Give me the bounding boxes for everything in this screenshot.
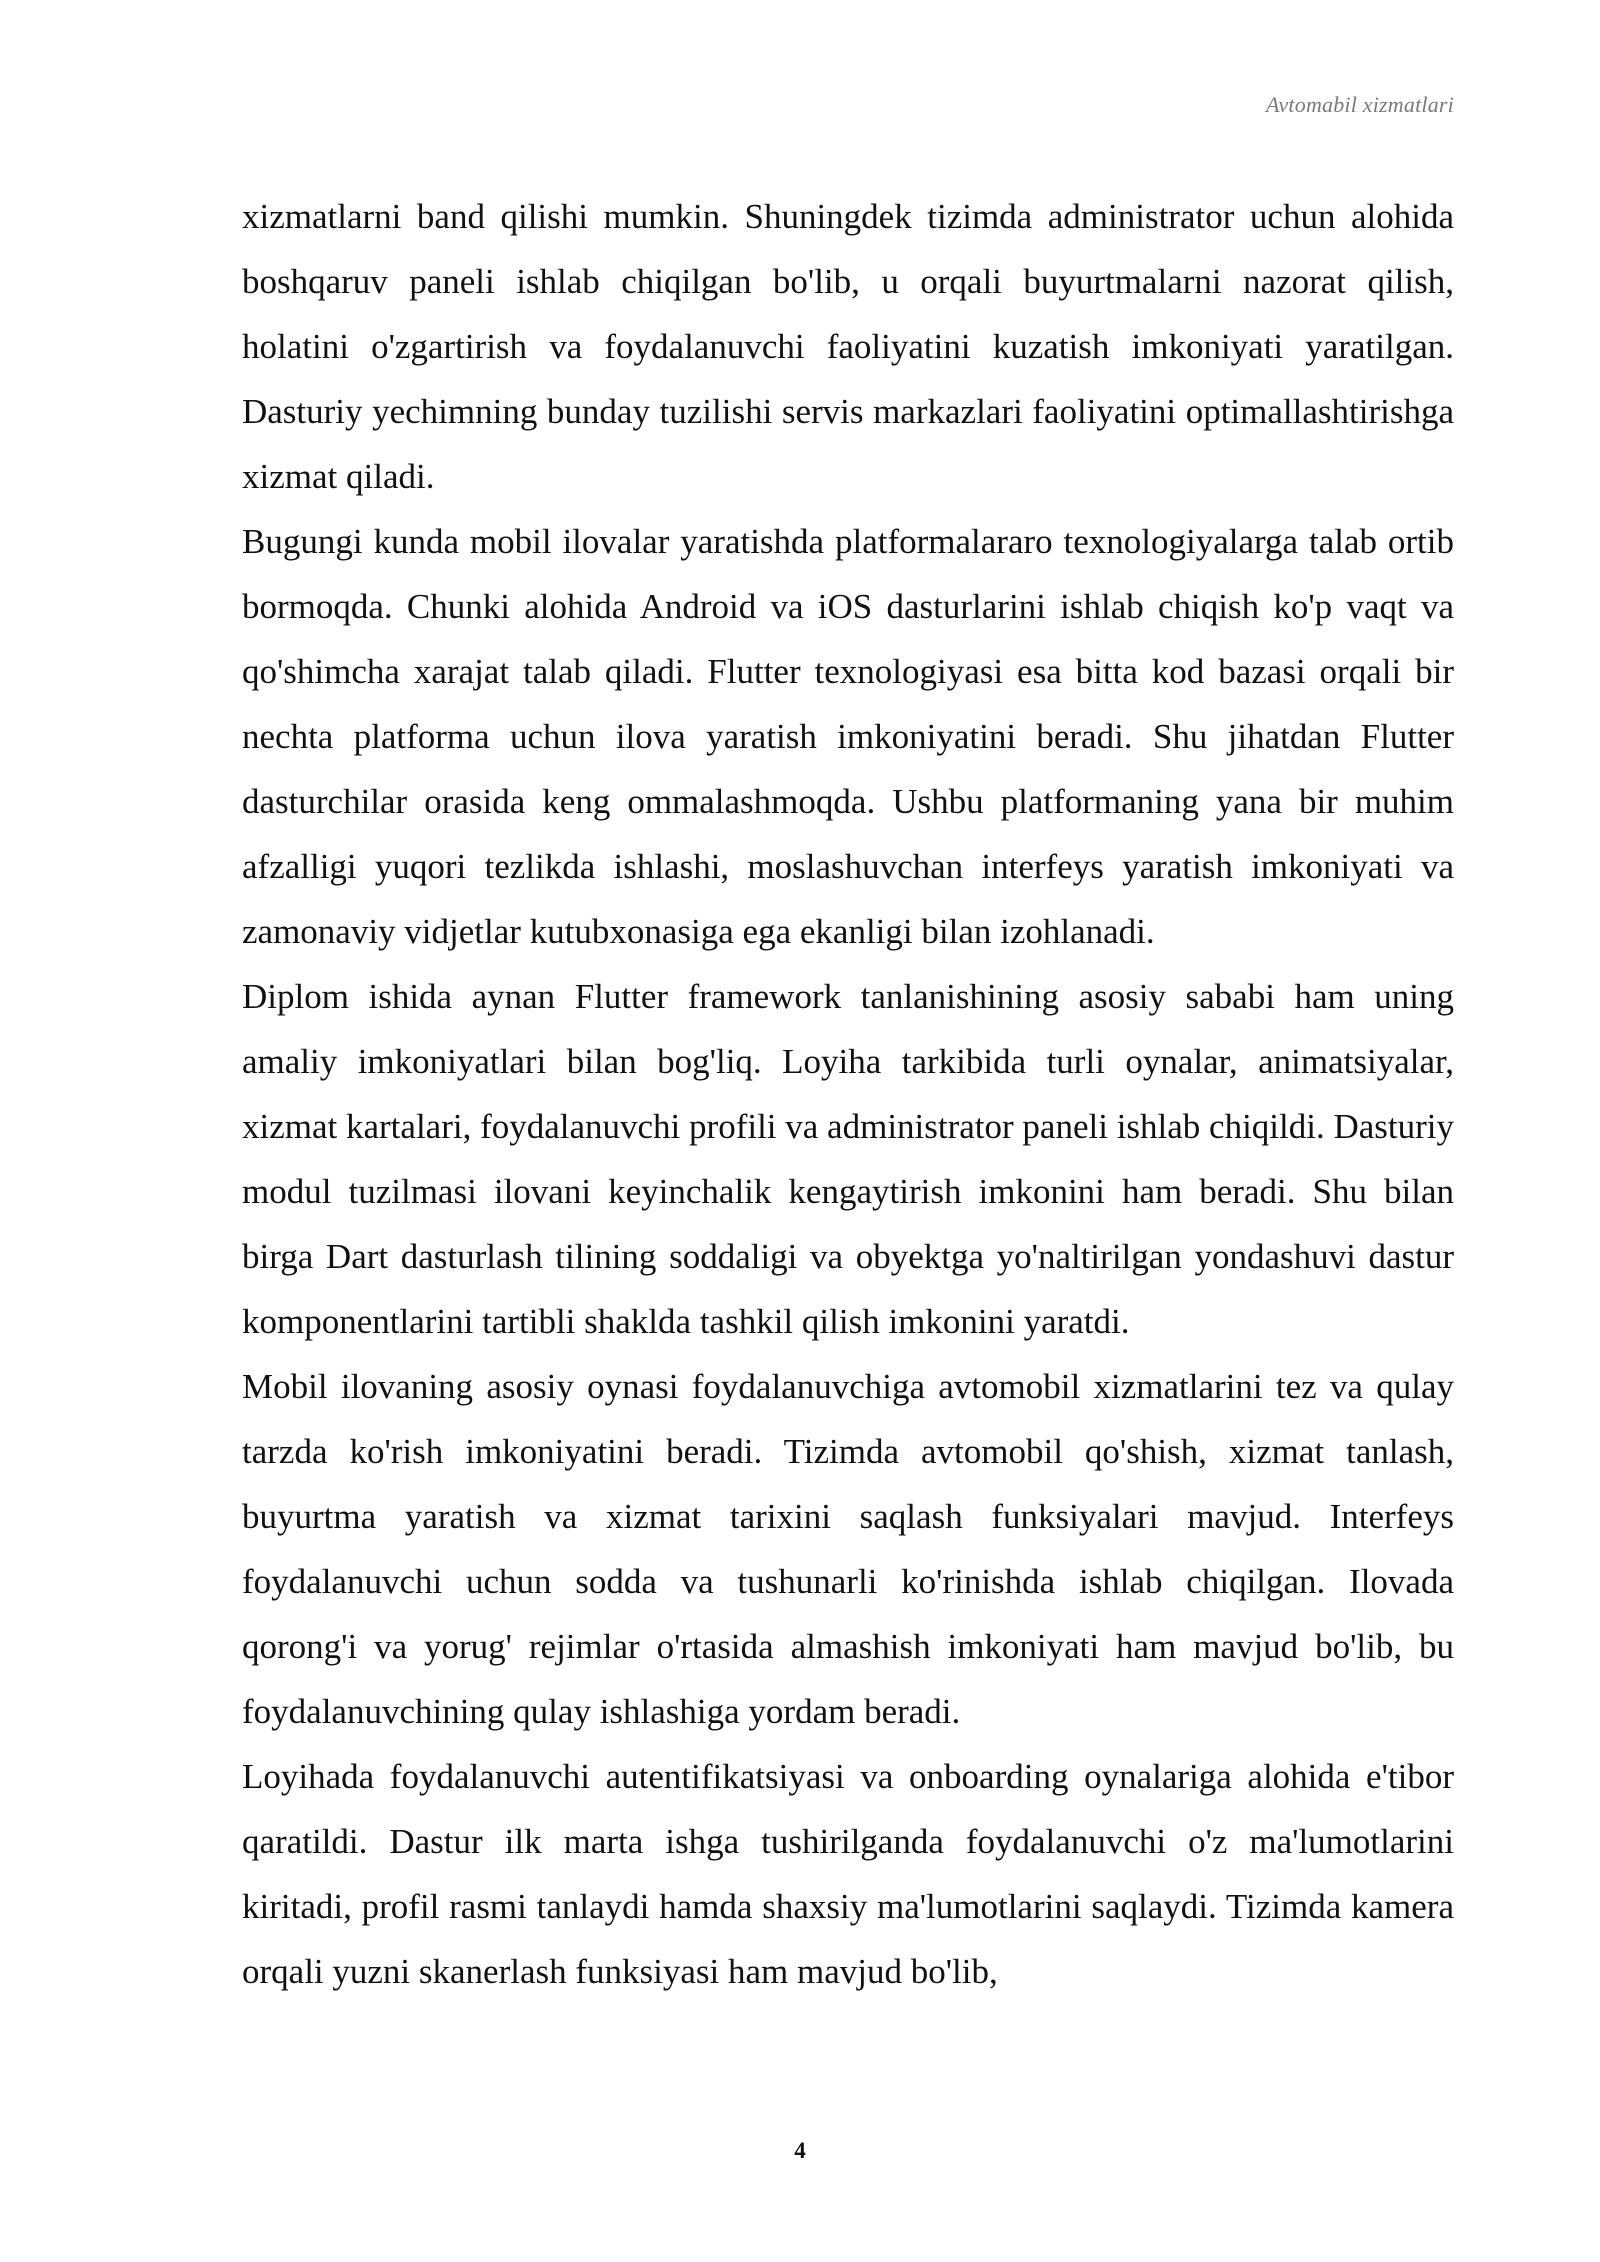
paragraph: xizmatlarni band qilishi mumkin. Shuningdek tizimda administrator uchun alohida boshqaruv paneli ishlab chiqilgan bo'lib, u orqali buyurtmalarni nazorat qilish, holatini o'zgartirish va foydalanuvchi faoliyatini kuzatish imkoniyati yaratilgan. Dasturiy yechimning bunday tuzilishi servis markazlari faoliyatini optimallashtirishga xizmat qiladi. bbox=[242, 197, 1454, 496]
paragraph: Diplom ishida aynan Flutter framework tanlanishining asosiy sababi ham uning amaliy imkoniyatlari bilan bog'liq. Loyiha tarkibida turli oynalar, animatsiyalar, xizmat kartalari, foydalanuvchi profili va administrator paneli ishlab chiqildi. Dasturiy modul tuzilmasi ilovani keyinchalik kengaytirish imkonini ham beradi. Shu bilan birga Dart dasturlash tilining soddaligi va obyektga yo'naltirilgan yondashuvi dastur komponentlarini tartibli shaklda tashkil qilish imkonini yaratdi. bbox=[242, 977, 1455, 1341]
paragraph: Loyihada foydalanuvchi autentifikatsiyasi va onboarding oynalariga alohida e'tibor qaratildi. Dastur ilk marta ishga tushirilganda foydalanuvchi o'z ma'lumotlarini kiritadi, profil rasmi tanlaydi hamda shaxsiy ma'lumotlarini saqlaydi. Tizimda kamera orqali yuzni skanerlash funksiyasi ham mavjud bo'lib, bbox=[242, 1757, 1454, 1991]
body-text bbox=[242, 184, 1454, 2004]
paragraph: Bugungi kunda mobil ilovalar yaratishda platformalararo texnologiyalarga talab ortib bormoqda. Chunki alohida Android va iOS dasturlarini ishlab chiqish ko'p vaqt va qo'shimcha xarajat talab qiladi. Flutter texnologiyasi esa bitta kod bazasi orqali bir nechta platforma uchun ilova yaratish imkoniyatini beradi. Shu jihatdan Flutter dasturchilar orasida keng ommalashmoqda. Ushbu platformaning yana bir muhim afzalligi yuqori tezlikda ishlashi, moslashuvchan interfeys yaratish imkoniyati va zamonaviy vidjetlar kutubxonasiga ega ekanligi bilan izohlanadi. bbox=[242, 522, 1454, 951]
paragraph: Mobil ilovaning asosiy oynasi foydalanuvchiga avtomobil xizmatlarini tez va qulay tarzda ko'rish imkoniyatini beradi. Tizimda avtomobil qo'shish, xizmat tanlash, buyurtma yaratish va xizmat tarixini saqlash funksiyalari mavjud. Interfeys foydalanuvchi uchun sodda va tushunarli ko'rinishda ishlab chiqilgan. Ilovada qorong'i va yorug' rejimlar o'rtasida almashish imkoniyati ham mavjud bo'lib, bu foydalanuvchining qulay ishlashiga yordam beradi. bbox=[242, 1367, 1454, 1731]
running-header: Avtomabil xizmatlari bbox=[1266, 92, 1454, 117]
page-number: 4 bbox=[794, 2138, 806, 2163]
